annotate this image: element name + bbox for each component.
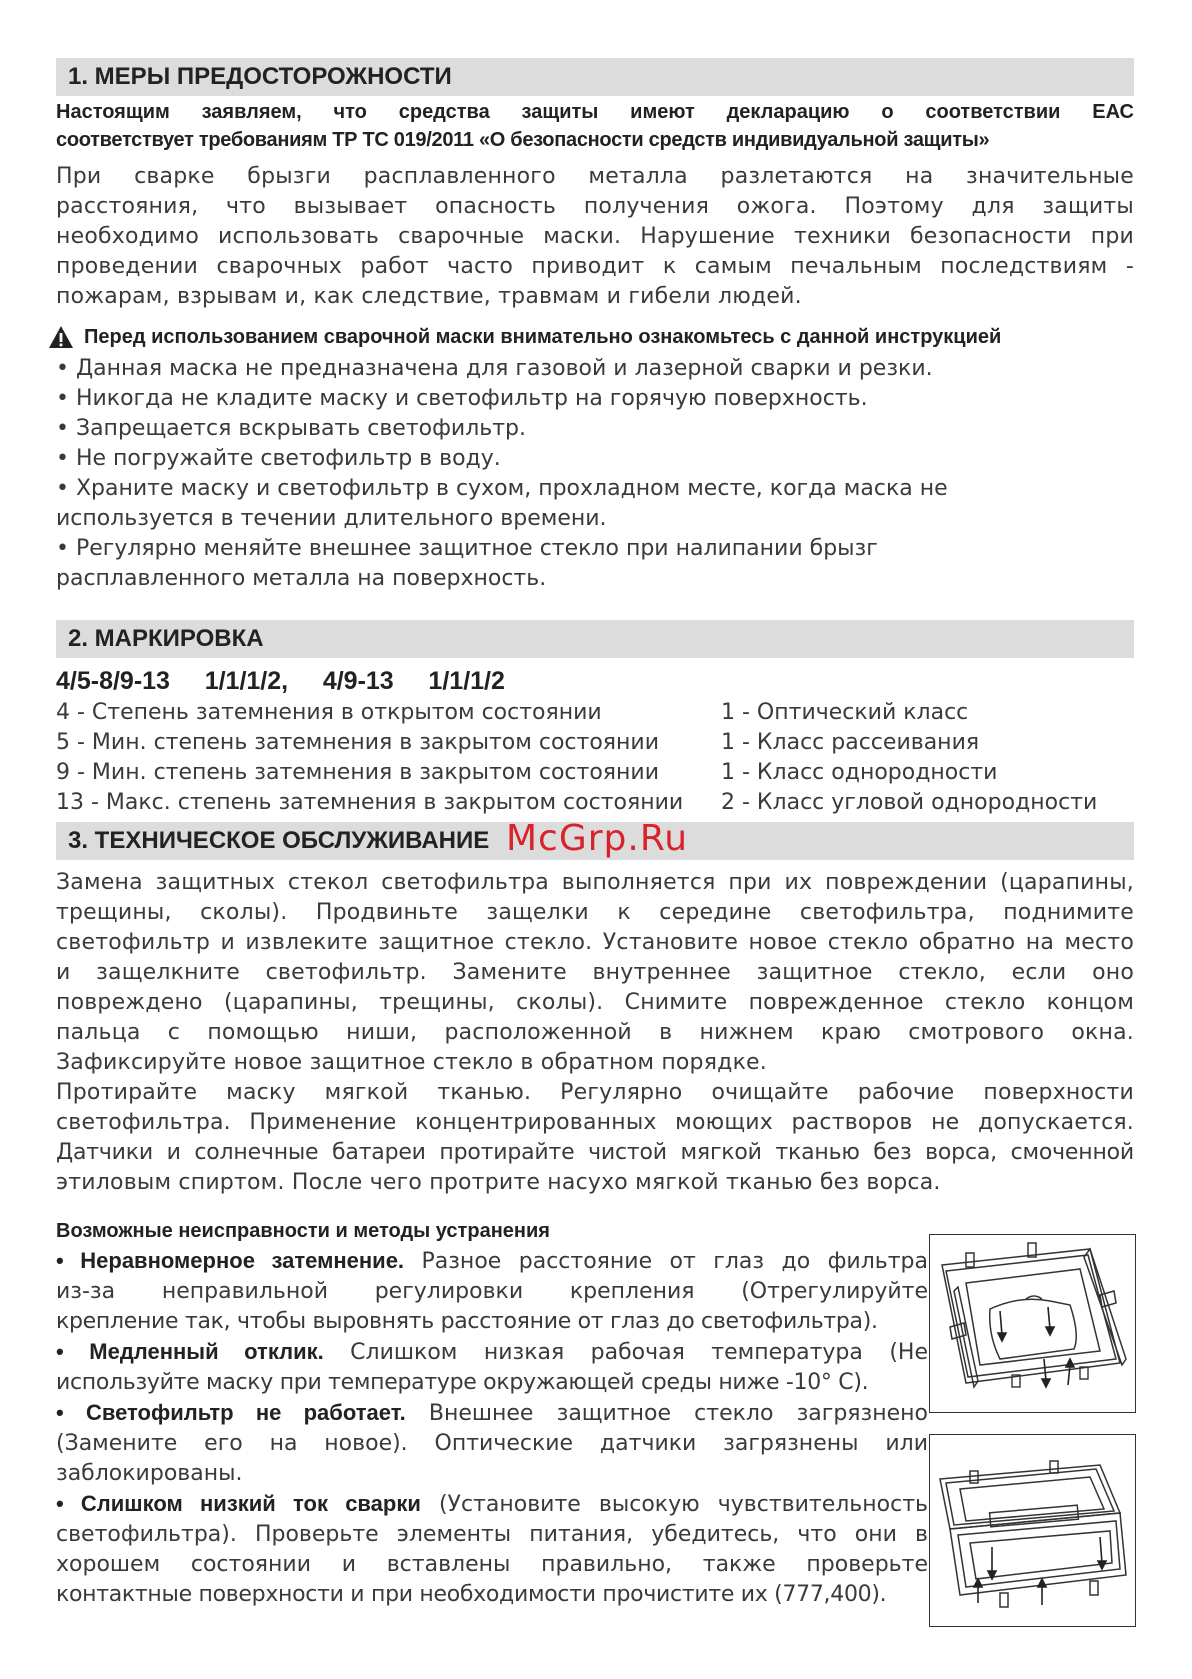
text-line: Датчики и солнечные батареи протирайте чистой мягкой тканью без ворса, смоченной xyxy=(56,1140,1134,1165)
text-line: повреждено (царапины, трещины, сколы). Снимите поврежденное стекло концом xyxy=(56,990,1134,1015)
marking-left: 5 - Мин. степень затемнения в закрытом состоянии xyxy=(56,730,660,755)
watermark: McGrp.Ru xyxy=(506,818,689,859)
list-item: • Никогда не кладите маску и светофильтр на горячую поверхность. xyxy=(56,386,868,411)
troubleshooting xyxy=(56,1216,928,1610)
marking-row xyxy=(56,698,1134,728)
troubleshooting-text xyxy=(56,1246,928,1610)
fault-text: Внешнее защитное стекло загрязнено xyxy=(405,1401,928,1426)
fault-line xyxy=(56,1337,928,1368)
list-item: расплавленного металла на поверхность. xyxy=(56,566,547,591)
maintenance-paragraph-2 xyxy=(56,1078,1134,1198)
list-item: • Не погружайте светофильтр в воду. xyxy=(56,446,501,471)
fault-line xyxy=(56,1489,928,1520)
fault-line xyxy=(56,1246,928,1277)
intro-line: расстояния, что вызывает опасность получения ожога. Поэтому для защиты xyxy=(56,194,1134,219)
list-item: • Регулярно меняйте внешнее защитное стекло при налипании брызг xyxy=(56,536,878,561)
text-line: Замена защитных стекол светофильтра выполняется при их повреждении (царапины, xyxy=(56,870,1134,895)
marking-right: 1 - Оптический класс xyxy=(721,700,969,725)
text-line: пальца с помощью ниши, расположенной в нижнем краю смотрового окна. xyxy=(56,1020,1134,1045)
fault-line xyxy=(56,1398,928,1429)
text-line: светофильтра. Применение концентрированных моющих растворов не допускается. xyxy=(56,1110,1134,1135)
fault-text: Разное расстояние от глаз до фильтра xyxy=(404,1249,928,1274)
fault-title: • Слишком низкий ток сварки xyxy=(56,1491,421,1516)
marking-table xyxy=(56,698,1134,818)
figure-inner-glass xyxy=(929,1434,1136,1627)
intro-line: пожарам, взрывам и, как следствие, травмам и гибели людей. xyxy=(56,284,802,309)
section-2-title: 2. МАРКИРОВКА xyxy=(56,620,1134,658)
declaration xyxy=(56,98,1134,154)
section-3-title: 3. ТЕХНИЧЕСКОЕ ОБСЛУЖИВАНИЕ xyxy=(56,822,1134,860)
list-item: • Храните маску и светофильтр в сухом, прохладном месте, когда маска не xyxy=(56,476,948,501)
fault-line: из-за неправильной регулировки крепления (Отрегулируйте xyxy=(56,1279,928,1304)
list-item: • Запрещается вскрывать светофильтр. xyxy=(56,416,527,441)
maintenance-paragraph-1 xyxy=(56,868,1134,1078)
text-line: этиловым спиртом. После чего протрите насухо мягкой тканью без ворса. xyxy=(56,1170,941,1195)
fault-title: • Медленный отклик. xyxy=(56,1339,324,1364)
fault-line: светофильтра). Проверьте элементы питания, убедитесь, что они в xyxy=(56,1522,928,1547)
text-line: и защелкните светофильтр. Замените внутреннее защитное стекло, если оно xyxy=(56,960,1134,985)
warning-line xyxy=(48,322,1134,352)
declaration-line: Настоящим заявляем, что средства защиты имеют декларацию о соответствии ЕАС xyxy=(56,101,1134,123)
text-line: трещины, сколы). Продвиньте защелки к середине светофильтра, поднимите xyxy=(56,900,1134,925)
fault-line: заблокированы. xyxy=(56,1461,243,1486)
fault-title: • Светофильтр не работает. xyxy=(56,1400,406,1425)
troubleshooting-title: Возможные неисправности и методы устранения xyxy=(56,1220,550,1242)
warning-text: Перед использованием сварочной маски внимательно ознакомьтесь с данной инструкцией xyxy=(84,326,1002,348)
text-line: Зафиксируйте новое защитное стекло в обратном порядке. xyxy=(56,1050,767,1075)
marking-row xyxy=(56,728,1134,758)
fault-line: хорошем состоянии и вставлены правильно, также проверьте xyxy=(56,1552,928,1577)
precautions-list xyxy=(56,354,1134,594)
marking-row xyxy=(56,758,1134,788)
declaration-line: соответствует требованиям ТР ТС 019/2011 «О безопасности средств индивидуальной защиты» xyxy=(56,129,990,151)
fault-line: контактные поверхности и при необходимости прочистите их (777,400). xyxy=(56,1582,887,1607)
list-item: используется в течении длительного времени. xyxy=(56,506,607,531)
intro-line: необходимо использовать сварочные маски. Нарушение техники безопасности при xyxy=(56,224,1134,249)
marking-code: 4/5-8/9-13 1/1/1/2, 4/9-13 1/1/1/2 xyxy=(56,667,505,695)
fault-title: • Неравномерное затемнение. xyxy=(56,1248,405,1273)
marking-row xyxy=(56,788,1134,818)
list-item: • Данная маска не предназначена для газовой и лазерной сварки и резки. xyxy=(56,356,933,381)
intro-paragraph xyxy=(56,162,1134,312)
marking-left: 4 - Степень затемнения в открытом состоянии xyxy=(56,700,602,725)
marking-left: 13 - Макс. степень затемнения в закрытом состоянии xyxy=(56,790,684,815)
fault-text: Слишком низкая рабочая температура (Не xyxy=(323,1340,928,1365)
marking-right: 2 - Класс угловой однородности xyxy=(721,790,1098,815)
intro-line: При сварке брызги расплавленного металла разлетаются на значительные xyxy=(56,164,1134,189)
marking-left: 9 - Мин. степень затемнения в закрытом состоянии xyxy=(56,760,660,785)
marking-right: 1 - Класс рассеивания xyxy=(721,730,980,755)
text-line: светофильтр и извлеките защитное стекло. Установите новое стекло обратно на место xyxy=(56,930,1134,955)
warning-icon xyxy=(48,325,74,349)
filter-cartridge-illustration xyxy=(930,1435,1135,1626)
filter-cartridge-illustration xyxy=(930,1235,1135,1412)
fault-line: используйте маску при температуре окружающей среды ниже -10° С). xyxy=(56,1370,869,1395)
intro-line: проведении сварочных работ часто приводит к самым печальным последствиям - xyxy=(56,254,1134,279)
fault-line: крепление так, чтобы выровнять расстояние от глаз до светофильтра). xyxy=(56,1309,878,1334)
text-line: Протирайте маску мягкой тканью. Регулярно очищайте рабочие поверхности xyxy=(56,1080,1134,1105)
marking-right: 1 - Класс однородности xyxy=(721,760,998,785)
fault-line: (Замените его на новое). Оптические датчики загрязнены или xyxy=(56,1431,928,1456)
section-1-title: 1. МЕРЫ ПРЕДОСТОРОЖНОСТИ xyxy=(56,58,1134,96)
fault-text: (Установите высокую чувствительность xyxy=(420,1492,928,1517)
figure-outer-glass xyxy=(929,1234,1136,1413)
